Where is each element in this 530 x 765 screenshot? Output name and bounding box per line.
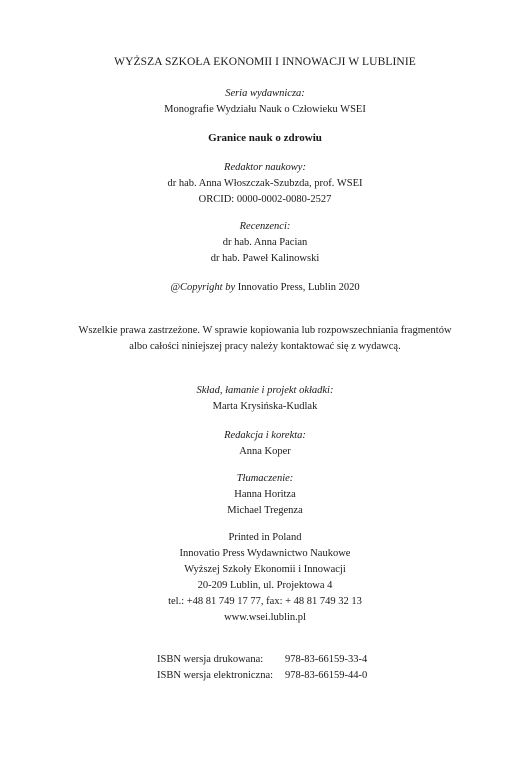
editor-block [0, 160, 530, 208]
typesetting-block [0, 383, 530, 415]
isbn-value: 978-83-66159-33-4 [285, 654, 368, 665]
translator-name: Michael Tregenza [227, 505, 303, 516]
publisher-website: www.wsei.lublin.pl [224, 612, 306, 623]
translator-name: Hanna Horitza [234, 489, 296, 500]
editor-orcid: ORCID: 0000-0002-0080-2527 [198, 194, 332, 205]
publisher-block [0, 530, 530, 626]
rights-line: Wszelkie prawa zastrzeżone. W sprawie kopiowania lub rozpowszechniania fragmentów [78, 325, 452, 336]
publisher-line: Wyższej Szkoły Ekonomii i Innowacji [184, 564, 346, 575]
publisher-line: Printed in Poland [228, 532, 302, 543]
publisher-line: tel.: +48 81 749 17 77, fax: + 48 81 749 32 13 [168, 596, 362, 607]
copyright-line [0, 280, 530, 296]
editor-name: dr hab. Anna Włoszczak-Szubzda, prof. WSEI [167, 178, 363, 189]
isbn-value: 978-83-66159-44-0 [285, 670, 368, 681]
proofreading-name: Anna Koper [239, 446, 291, 457]
series-name: Monografie Wydziału Nauk o Człowieku WSEI [164, 104, 366, 115]
publisher-line: Innovatio Press Wydawnictwo Naukowe [179, 548, 351, 559]
isbn-label: ISBN wersja drukowana: [157, 654, 264, 665]
reviewer-name: dr hab. Anna Pacian [222, 237, 308, 248]
rights-notice [0, 323, 530, 355]
institution-header: WYŻSZA SZKOŁA EKONOMII I INNOWACJI W LUBLINIE [114, 56, 416, 68]
typesetting-label: Skład, łamanie i projekt okładki: [196, 385, 334, 396]
typesetting-name: Marta Krysińska-Kudlak [212, 401, 318, 412]
series-block [0, 86, 530, 118]
isbn-row [157, 652, 367, 668]
isbn-label: ISBN wersja elektroniczna: [157, 670, 274, 681]
isbn-row [157, 668, 367, 684]
editor-label: Redaktor naukowy: [224, 162, 306, 173]
reviewers-label: Recenzenci: [239, 221, 291, 232]
rights-line: albo całości niniejszej pracy należy kontaktować się z wydawcą. [129, 341, 401, 352]
isbn-block [157, 652, 367, 684]
series-label: Seria wydawnicza: [225, 88, 305, 99]
publisher-line: 20-209 Lublin, ul. Projektowa 4 [197, 580, 333, 591]
copyright-text: Innovatio Press, Lublin 2020 [235, 282, 360, 293]
book-title: Granice nauk o zdrowiu [208, 132, 322, 144]
translation-block [0, 471, 530, 519]
reviewers-block [0, 219, 530, 267]
copyright-prefix: @Copyright by [170, 282, 236, 293]
translation-label: Tłumaczenie: [236, 473, 294, 484]
reviewer-name: dr hab. Paweł Kalinowski [210, 253, 320, 264]
proofreading-block [0, 428, 530, 460]
proofreading-label: Redakcja i korekta: [224, 430, 306, 441]
